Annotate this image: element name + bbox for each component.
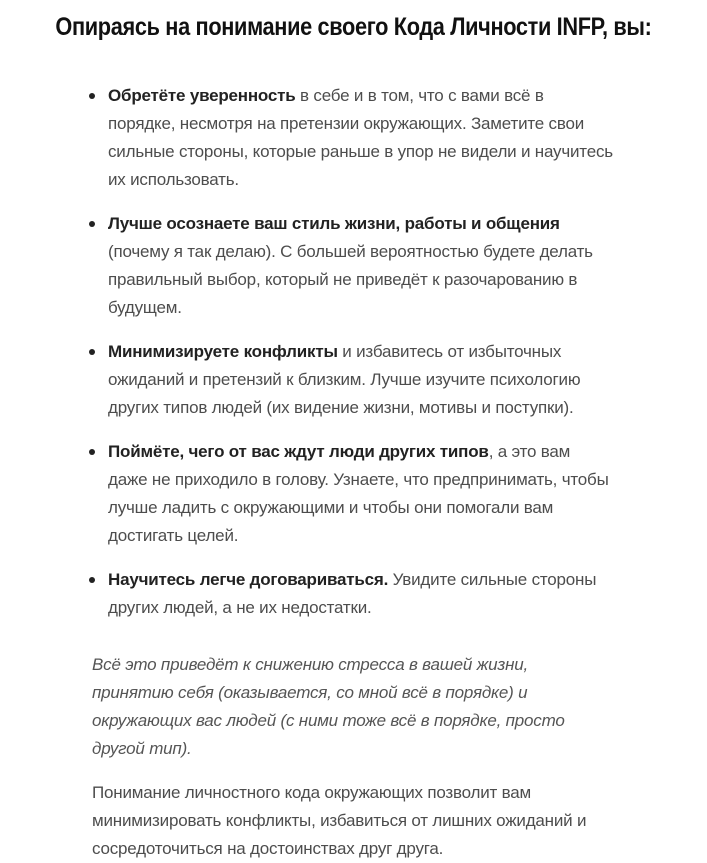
benefits-content [92, 82, 614, 863]
benefit-lead: Поймёте, чего от вас ждут люди других типов [108, 442, 489, 461]
benefit-lead: Научитесь легче договариваться. [108, 570, 389, 589]
benefit-rest: в себе и в том, что с вами всё в порядке, несмотря на претензии окружающих. Заметите свои сильные стороны, которые раньше в упор не видели и научитесь их использовать. [108, 86, 613, 189]
benefit-rest: Увидите сильные стороны других людей, а не их недостатки. [108, 570, 597, 617]
benefit-item-conflicts [108, 338, 614, 422]
benefit-lead: Обретёте уверенность [108, 86, 296, 105]
benefit-rest: и избавитесь от избыточных ожиданий и претензий к близким. Лучше изучите психологию других типов людей (их видение жизни, мотивы и поступки). [108, 342, 581, 417]
infp-benefits-page [0, 12, 707, 863]
benefit-item-confidence [108, 82, 614, 194]
summary-italic-note: Всё это приведёт к снижению стресса в вашей жизни, принятию себя (оказывается, со мной всё в порядке) и окружающих вас людей (с ними тоже всё в порядке, просто другой тип). [92, 655, 565, 758]
benefit-lead: Лучше осознаете ваш стиль жизни, работы и общения [108, 214, 560, 233]
page-title: Опираясь на понимание своего Кода Личности INFP, вы: [55, 13, 652, 41]
benefit-rest: , а это вам даже не приходило в голову. Узнаете, что предпринимать, чтобы лучше ладить с окружающими и чтобы они помогали вам достигать целей. [108, 442, 609, 545]
benefit-lead: Минимизируете конфликты [108, 342, 338, 361]
benefit-item-negotiation [108, 566, 614, 622]
benefit-item-lifestyle [108, 210, 614, 322]
benefit-rest: (почему я так делаю). С большей вероятностью будете делать правильный выбор, который не приведёт к разочарованию в будущем. [108, 242, 593, 317]
benefits-list [92, 82, 614, 622]
benefit-item-expectations [108, 438, 614, 550]
closing-paragraph: Понимание личностного кода окружающих позволит вам минимизировать конфликты, избавиться от лишних ожиданий и сосредоточиться на достоинствах друг друга. [92, 783, 587, 858]
